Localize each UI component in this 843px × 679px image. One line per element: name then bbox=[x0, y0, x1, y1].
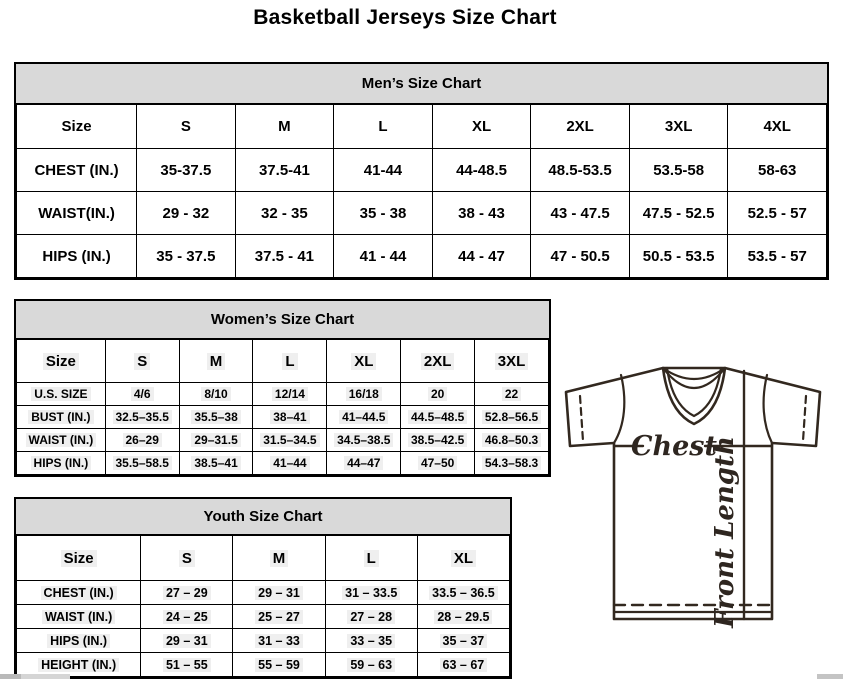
row-label: HIPS (IN.) bbox=[17, 235, 137, 278]
youth-size-table bbox=[16, 535, 510, 677]
scrollbar-corner-fragment[interactable] bbox=[817, 674, 843, 679]
column-header: M bbox=[179, 340, 253, 383]
column-header: Size bbox=[17, 536, 141, 581]
front-length-label: Front Length bbox=[710, 436, 740, 628]
table-cell: 35.5–58.5 bbox=[105, 452, 179, 475]
table-cell: 50.5 - 53.5 bbox=[629, 235, 728, 278]
table-cell: 16/18 bbox=[327, 383, 401, 406]
table-cell: 25 – 27 bbox=[233, 605, 325, 629]
table-cell: 46.8–50.3 bbox=[475, 429, 549, 452]
table-cell: 47.5 - 52.5 bbox=[629, 192, 728, 235]
table-cell: 29 – 31 bbox=[141, 629, 233, 653]
table-row bbox=[17, 629, 510, 653]
table-cell: 29 - 32 bbox=[137, 192, 236, 235]
left-armhole-seam bbox=[614, 375, 624, 443]
table-cell: 33.5 – 36.5 bbox=[417, 581, 509, 605]
header-row bbox=[17, 340, 549, 383]
header-row bbox=[17, 536, 510, 581]
table-cell: 34.5–38.5 bbox=[327, 429, 401, 452]
table-cell: 22 bbox=[475, 383, 549, 406]
column-header: S bbox=[137, 105, 236, 149]
column-header: S bbox=[141, 536, 233, 581]
table-cell: 54.3–58.3 bbox=[475, 452, 549, 475]
row-label: CHEST (IN.) bbox=[17, 581, 141, 605]
table-cell: 44.5–48.5 bbox=[401, 406, 475, 429]
row-label: WAIST(IN.) bbox=[17, 192, 137, 235]
table-cell: 26–29 bbox=[105, 429, 179, 452]
table-cell: 53.5 - 57 bbox=[728, 235, 827, 278]
column-header: L bbox=[253, 340, 327, 383]
column-header: 4XL bbox=[728, 105, 827, 149]
table-cell: 31.5–34.5 bbox=[253, 429, 327, 452]
youth-size-chart-section bbox=[14, 497, 512, 679]
table-cell: 29 – 31 bbox=[233, 581, 325, 605]
table-cell: 41–44 bbox=[253, 452, 327, 475]
womens-size-chart-section bbox=[14, 299, 551, 477]
table-cell: 53.5-58 bbox=[629, 149, 728, 192]
table-cell: 43 - 47.5 bbox=[531, 192, 630, 235]
table-cell: 32.5–35.5 bbox=[105, 406, 179, 429]
row-label: HIPS (IN.) bbox=[17, 629, 141, 653]
column-header: Size bbox=[17, 105, 137, 149]
table-cell: 12/14 bbox=[253, 383, 327, 406]
womens-chart-title: Women’s Size Chart bbox=[16, 301, 549, 339]
table-row bbox=[17, 429, 549, 452]
table-cell: 41–44.5 bbox=[327, 406, 401, 429]
table-cell: 47–50 bbox=[401, 452, 475, 475]
table-row bbox=[17, 192, 827, 235]
jersey-measurement-diagram bbox=[555, 360, 827, 655]
table-cell: 35 - 37.5 bbox=[137, 235, 236, 278]
table-cell: 38–41 bbox=[253, 406, 327, 429]
table-cell: 31 – 33 bbox=[233, 629, 325, 653]
header-row bbox=[17, 105, 827, 149]
table-row bbox=[17, 605, 510, 629]
column-header: 3XL bbox=[475, 340, 549, 383]
table-row bbox=[17, 149, 827, 192]
table-cell: 52.8–56.5 bbox=[475, 406, 549, 429]
table-cell: 4/6 bbox=[105, 383, 179, 406]
table-cell: 33 – 35 bbox=[325, 629, 417, 653]
table-cell: 48.5-53.5 bbox=[531, 149, 630, 192]
row-label: U.S. SIZE bbox=[17, 383, 106, 406]
table-cell: 41 - 44 bbox=[334, 235, 433, 278]
row-label: BUST (IN.) bbox=[17, 406, 106, 429]
row-label: CHEST (IN.) bbox=[17, 149, 137, 192]
table-cell: 44-48.5 bbox=[432, 149, 531, 192]
table-cell: 20 bbox=[401, 383, 475, 406]
mens-size-table bbox=[16, 104, 827, 278]
column-header: XL bbox=[432, 105, 531, 149]
column-header: L bbox=[334, 105, 433, 149]
table-cell: 44 - 47 bbox=[432, 235, 531, 278]
mens-size-chart-section bbox=[14, 62, 829, 280]
row-label: WAIST (IN.) bbox=[17, 429, 106, 452]
jersey-outline bbox=[566, 368, 820, 619]
table-cell: 38 - 43 bbox=[432, 192, 531, 235]
table-cell: 8/10 bbox=[179, 383, 253, 406]
column-header: 3XL bbox=[629, 105, 728, 149]
table-cell: 35 – 37 bbox=[417, 629, 509, 653]
mens-chart-title: Men’s Size Chart bbox=[16, 64, 827, 104]
table-cell: 27 – 29 bbox=[141, 581, 233, 605]
right-cuff-dashed-line bbox=[803, 396, 806, 441]
womens-size-table bbox=[16, 339, 549, 475]
table-cell: 52.5 - 57 bbox=[728, 192, 827, 235]
table-cell: 44–47 bbox=[327, 452, 401, 475]
table-cell: 29–31.5 bbox=[179, 429, 253, 452]
table-cell: 63 – 67 bbox=[417, 653, 509, 677]
column-header: L bbox=[325, 536, 417, 581]
page-title: Basketball Jerseys Size Chart bbox=[253, 6, 557, 29]
table-cell: 27 – 28 bbox=[325, 605, 417, 629]
youth-chart-title: Youth Size Chart bbox=[16, 499, 510, 535]
table-cell: 35-37.5 bbox=[137, 149, 236, 192]
column-header: XL bbox=[327, 340, 401, 383]
column-header: 2XL bbox=[531, 105, 630, 149]
row-label: HEIGHT (IN.) bbox=[17, 653, 141, 677]
table-row bbox=[17, 653, 510, 677]
table-cell: 37.5-41 bbox=[235, 149, 334, 192]
table-cell: 24 – 25 bbox=[141, 605, 233, 629]
table-cell: 55 – 59 bbox=[233, 653, 325, 677]
column-header: M bbox=[233, 536, 325, 581]
table-cell: 41-44 bbox=[334, 149, 433, 192]
table-cell: 37.5 - 41 bbox=[235, 235, 334, 278]
table-cell: 59 – 63 bbox=[325, 653, 417, 677]
column-header: XL bbox=[417, 536, 509, 581]
horizontal-scrollbar-fragment[interactable] bbox=[0, 674, 70, 679]
row-label: WAIST (IN.) bbox=[17, 605, 141, 629]
table-row bbox=[17, 406, 549, 429]
table-cell: 28 – 29.5 bbox=[417, 605, 509, 629]
table-cell: 38.5–42.5 bbox=[401, 429, 475, 452]
left-cuff-dashed-line bbox=[580, 396, 583, 441]
table-cell: 32 - 35 bbox=[235, 192, 334, 235]
table-cell: 31 – 33.5 bbox=[325, 581, 417, 605]
chest-label: Chest bbox=[631, 431, 717, 462]
column-header: S bbox=[105, 340, 179, 383]
table-row bbox=[17, 452, 549, 475]
right-armhole-seam bbox=[764, 375, 772, 443]
table-row bbox=[17, 383, 549, 406]
table-row bbox=[17, 581, 510, 605]
table-cell: 35 - 38 bbox=[334, 192, 433, 235]
table-cell: 58-63 bbox=[728, 149, 827, 192]
table-cell: 47 - 50.5 bbox=[531, 235, 630, 278]
table-cell: 38.5–41 bbox=[179, 452, 253, 475]
table-cell: 35.5–38 bbox=[179, 406, 253, 429]
column-header: M bbox=[235, 105, 334, 149]
table-cell: 51 – 55 bbox=[141, 653, 233, 677]
table-row bbox=[17, 235, 827, 278]
row-label: HIPS (IN.) bbox=[17, 452, 106, 475]
column-header: Size bbox=[17, 340, 106, 383]
column-header: 2XL bbox=[401, 340, 475, 383]
